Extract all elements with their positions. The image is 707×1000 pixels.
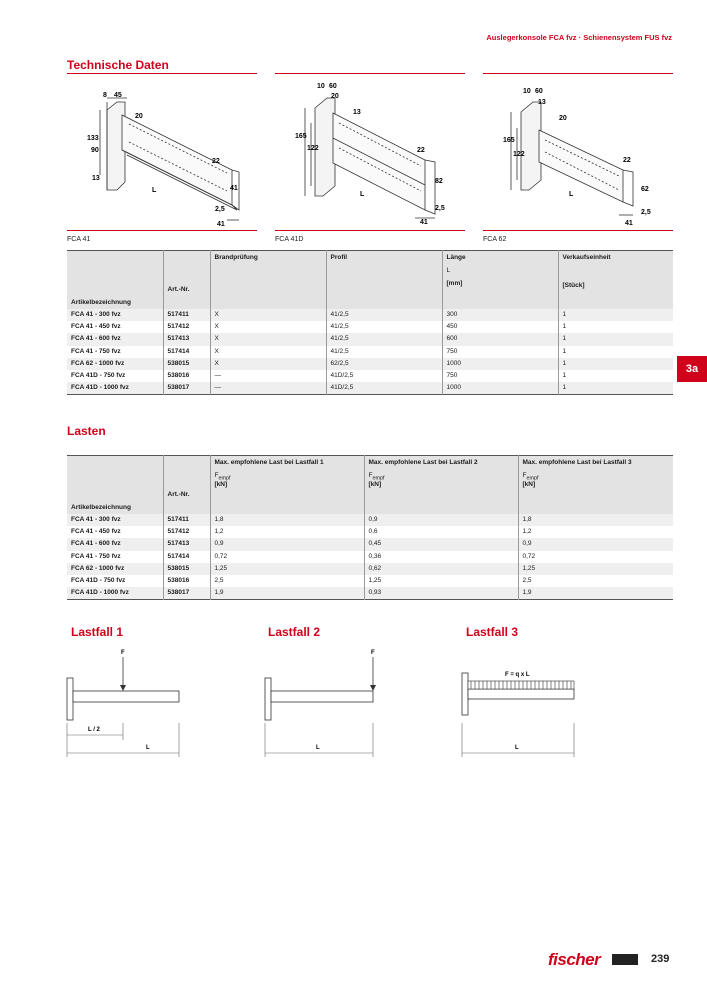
- cell-lf1: 0,72: [210, 551, 364, 563]
- dim-label: 45: [114, 92, 122, 99]
- unit-kn: [kN]: [214, 481, 228, 489]
- f-empf: $F_{empf}$: [522, 472, 539, 482]
- dim-label: 82: [435, 178, 443, 185]
- dim-label: 122: [307, 145, 319, 152]
- cell-lf2: 1,25: [364, 575, 518, 587]
- dim-label: 122: [513, 151, 525, 158]
- cell-nr: 538017: [163, 587, 210, 600]
- length-label: L: [316, 745, 320, 751]
- col-unit: [558, 251, 673, 310]
- cell-name: FCA 41 - 750 fvz: [71, 347, 121, 355]
- dim-label: 20: [559, 115, 567, 122]
- table-row: [67, 514, 673, 526]
- cell-nr: 538016: [163, 370, 210, 382]
- col-lf3-label: Max. empfohlene Last bei Lastfall 3: [522, 459, 632, 466]
- cell-name: FCA 41 - 600 fvz: [67, 538, 163, 550]
- cell-profile: 62/2,5: [326, 358, 442, 370]
- cell-nr: 517411: [163, 309, 210, 321]
- figure-caption: FCA 41: [67, 236, 91, 243]
- cell-nr: 517413: [163, 538, 210, 550]
- table-row: [67, 563, 673, 575]
- f-empf: $F_{empf}$: [214, 472, 231, 482]
- length-label: L: [146, 745, 150, 751]
- cell-nr: 517412: [163, 526, 210, 538]
- cell-unit: 1: [558, 346, 673, 358]
- cell-fire: X: [210, 346, 326, 358]
- cell-nr: 538017: [163, 382, 210, 395]
- lastfall-1-title: Lastfall 1: [71, 625, 124, 639]
- cell-name: FCA 41 - 600 fvz: [67, 333, 163, 345]
- cell-lf3: 1,2: [518, 526, 673, 538]
- dim-label: 133: [87, 135, 99, 142]
- cell-unit: 1: [558, 333, 673, 345]
- dim-label: 60: [535, 88, 543, 95]
- cell-lf2: 0,6: [364, 526, 518, 538]
- cell-name: FCA 41 - 750 fvz: [71, 552, 121, 560]
- cell-lf1: 1,8: [210, 514, 364, 526]
- figure-rule: [483, 230, 673, 231]
- unit-kn: [kN]: [522, 481, 536, 489]
- drawing-fca-41: [67, 80, 257, 230]
- dim-label: 10: [523, 88, 531, 95]
- cell-name: FCA 41 - 450 fvz: [71, 528, 121, 536]
- section-title-technical: Technische Daten: [67, 58, 169, 72]
- col-lf3: [518, 456, 673, 515]
- section-title-loads: Lasten: [67, 424, 106, 438]
- cell-nr: 538015: [163, 563, 210, 575]
- cell-length: 1000: [442, 358, 558, 370]
- cell-fire: X: [210, 358, 326, 370]
- force-label: F: [371, 650, 375, 656]
- figure-caption: FCA 41D: [275, 236, 304, 243]
- figure-caption: FCA 62: [483, 236, 507, 243]
- col-lf2: [364, 456, 518, 515]
- cell-profile: 41D/2,5: [326, 382, 442, 395]
- length-label: L: [515, 745, 519, 751]
- cell-nr: 517411: [163, 514, 210, 526]
- cell-fire: X: [210, 321, 326, 333]
- cell-name: FCA 41D - 750 fvz: [71, 577, 126, 585]
- cell-nr: 517413: [163, 333, 210, 345]
- cell-lf3: 1,8: [518, 514, 673, 526]
- dim-label: L: [152, 187, 157, 194]
- cell-lf2: 0,36: [364, 551, 518, 563]
- col-fire: Brandprüfung: [210, 251, 326, 310]
- dim-label: 20: [331, 93, 339, 100]
- dim-label: 22: [623, 157, 631, 164]
- cell-length: 1000: [442, 382, 558, 395]
- lastfall-2-title: Lastfall 2: [268, 625, 321, 639]
- cell-fire: X: [210, 309, 326, 321]
- cell-unit: 1: [558, 309, 673, 321]
- drawing-fca-62: [483, 80, 673, 230]
- table-row: [67, 382, 673, 395]
- drawing-fca-41d: [275, 78, 465, 230]
- figure-rule: [275, 230, 465, 231]
- force-label: F = q x L: [505, 672, 530, 678]
- dim-label: L: [360, 191, 365, 198]
- cell-length: 750: [442, 370, 558, 382]
- cell-nr: 538016: [163, 575, 210, 587]
- cell-lf2: 0,93: [364, 587, 518, 600]
- dim-label: 22: [417, 147, 425, 154]
- cell-name: FCA 41D - 750 fvz: [71, 372, 126, 380]
- cell-nr: 517412: [163, 321, 210, 333]
- table-row: [67, 346, 673, 358]
- dim-label: 41: [217, 221, 225, 228]
- cell-profile: 41/2,5: [326, 321, 442, 333]
- cell-unit: 1: [558, 358, 673, 370]
- lastfall-1-diagram: [60, 645, 190, 760]
- col-artnr: Art.-Nr.: [163, 251, 210, 310]
- section-rule: [67, 73, 257, 74]
- dim-label: 41: [625, 220, 633, 227]
- dim-label: L: [569, 191, 574, 198]
- cell-profile: 41/2,5: [326, 309, 442, 321]
- cell-unit: 1: [558, 382, 673, 395]
- cell-lf2: 0,45: [364, 538, 518, 550]
- table-row: [67, 538, 673, 550]
- chapter-tab[interactable]: 3a: [677, 356, 707, 382]
- cell-lf1: 1,2: [210, 526, 364, 538]
- cell-length: 750: [442, 346, 558, 358]
- figure-rule: [67, 230, 257, 231]
- cell-name: FCA 62 - 1000 fvz: [67, 563, 163, 575]
- lastfall-3-diagram: [455, 645, 585, 760]
- running-header: Auslegerkonsole FCA fvz · Schienensystem FUS fvz: [486, 33, 672, 42]
- technical-data-table: [67, 250, 673, 395]
- cell-name: FCA 41D - 1000 fvz: [67, 382, 163, 395]
- section-rule: [275, 73, 465, 74]
- cell-length: 600: [442, 333, 558, 345]
- section-rule: [483, 73, 673, 74]
- col-length-symbol: L: [446, 267, 451, 274]
- dim-label: 60: [329, 83, 337, 90]
- cell-lf3: 1,25: [518, 563, 673, 575]
- table-row: [67, 333, 673, 345]
- cell-fire: —: [210, 382, 326, 395]
- col-length: [442, 251, 558, 310]
- cell-profile: 41/2,5: [326, 346, 442, 358]
- col-lf2-label: Max. empfohlene Last bei Lastfall 2: [368, 459, 478, 466]
- dim-label: 90: [91, 147, 99, 154]
- col-article: Artikelbezeichnung: [67, 456, 163, 515]
- cell-nr: 517414: [163, 346, 210, 358]
- cell-lf1: 1,25: [210, 563, 364, 575]
- dim-label: 13: [353, 109, 361, 116]
- table-row: [67, 321, 673, 333]
- cell-name: FCA 62 - 1000 fvz: [67, 358, 163, 370]
- dim-label: 165: [295, 133, 307, 140]
- cell-fire: X: [210, 333, 326, 345]
- cell-nr: 538015: [163, 358, 210, 370]
- col-article: Artikelbezeichnung: [67, 251, 163, 310]
- dim-label: 41: [420, 219, 428, 226]
- table-row: [67, 309, 673, 321]
- cell-lf3: 0,9: [518, 538, 673, 550]
- f-empf: $F_{empf}$: [368, 472, 385, 482]
- force-label: F: [121, 650, 125, 656]
- dim-label: 41: [230, 185, 238, 192]
- table-row: [67, 526, 673, 538]
- cell-fire: —: [210, 370, 326, 382]
- col-unit-sub: [Stück]: [562, 282, 585, 289]
- cell-length: 300: [442, 309, 558, 321]
- cell-lf1: 2,5: [210, 575, 364, 587]
- dim-label: 2,5: [215, 206, 225, 213]
- fischer-logo: fischer: [548, 950, 601, 969]
- dim-label: 8: [103, 92, 107, 99]
- col-unit-label: Verkaufseinheit: [562, 254, 611, 261]
- dim-label: 2,5: [435, 205, 445, 212]
- dim-label: 20: [135, 113, 143, 120]
- col-artnr: Art.-Nr.: [163, 456, 210, 515]
- cell-unit: 1: [558, 370, 673, 382]
- dim-label: 13: [92, 175, 100, 182]
- lastfall-3-title: Lastfall 3: [466, 625, 519, 639]
- cell-name: FCA 41D - 1000 fvz: [67, 587, 163, 600]
- cell-lf2: 0,62: [364, 563, 518, 575]
- cell-length: 450: [442, 321, 558, 333]
- cell-profile: 41/2,5: [326, 333, 442, 345]
- col-profile: Profil: [326, 251, 442, 310]
- cell-name: FCA 41 - 300 fvz: [67, 514, 163, 526]
- page-number: 239: [651, 953, 670, 965]
- cell-nr: 517414: [163, 551, 210, 563]
- dim-label: 22: [212, 158, 220, 165]
- cell-profile: 41D/2,5: [326, 370, 442, 382]
- unit-kn: [kN]: [368, 481, 382, 489]
- dim-label: 10: [317, 83, 325, 90]
- table-row: [67, 575, 673, 587]
- cell-unit: 1: [558, 321, 673, 333]
- col-lf1: [210, 456, 364, 515]
- col-length-unit: [mm]: [446, 280, 463, 287]
- dim-label: 165: [503, 137, 515, 144]
- cell-lf3: 0,72: [518, 551, 673, 563]
- dim-label: 2,5: [641, 209, 651, 216]
- brand-badge-icon: [612, 954, 638, 965]
- table-row: [67, 370, 673, 382]
- half-length-label: L / 2: [88, 727, 100, 733]
- cell-lf1: 1,9: [210, 587, 364, 600]
- col-lf1-label: Max. empfohlene Last bei Lastfall 1: [214, 459, 324, 466]
- cell-name: FCA 41 - 300 fvz: [67, 309, 163, 321]
- cell-name: FCA 41 - 450 fvz: [71, 323, 121, 331]
- table-row: [67, 551, 673, 563]
- table-row: [67, 587, 673, 600]
- lastfall-2-diagram: [258, 645, 388, 760]
- cell-lf3: 1,9: [518, 587, 673, 600]
- cell-lf3: 2,5: [518, 575, 673, 587]
- cell-lf1: 0,9: [210, 538, 364, 550]
- table-row: [67, 358, 673, 370]
- dim-label: 13: [538, 99, 546, 106]
- col-length-label: Länge: [446, 254, 466, 261]
- dim-label: 62: [641, 186, 649, 193]
- loads-table: [67, 455, 673, 600]
- cell-lf2: 0,9: [364, 514, 518, 526]
